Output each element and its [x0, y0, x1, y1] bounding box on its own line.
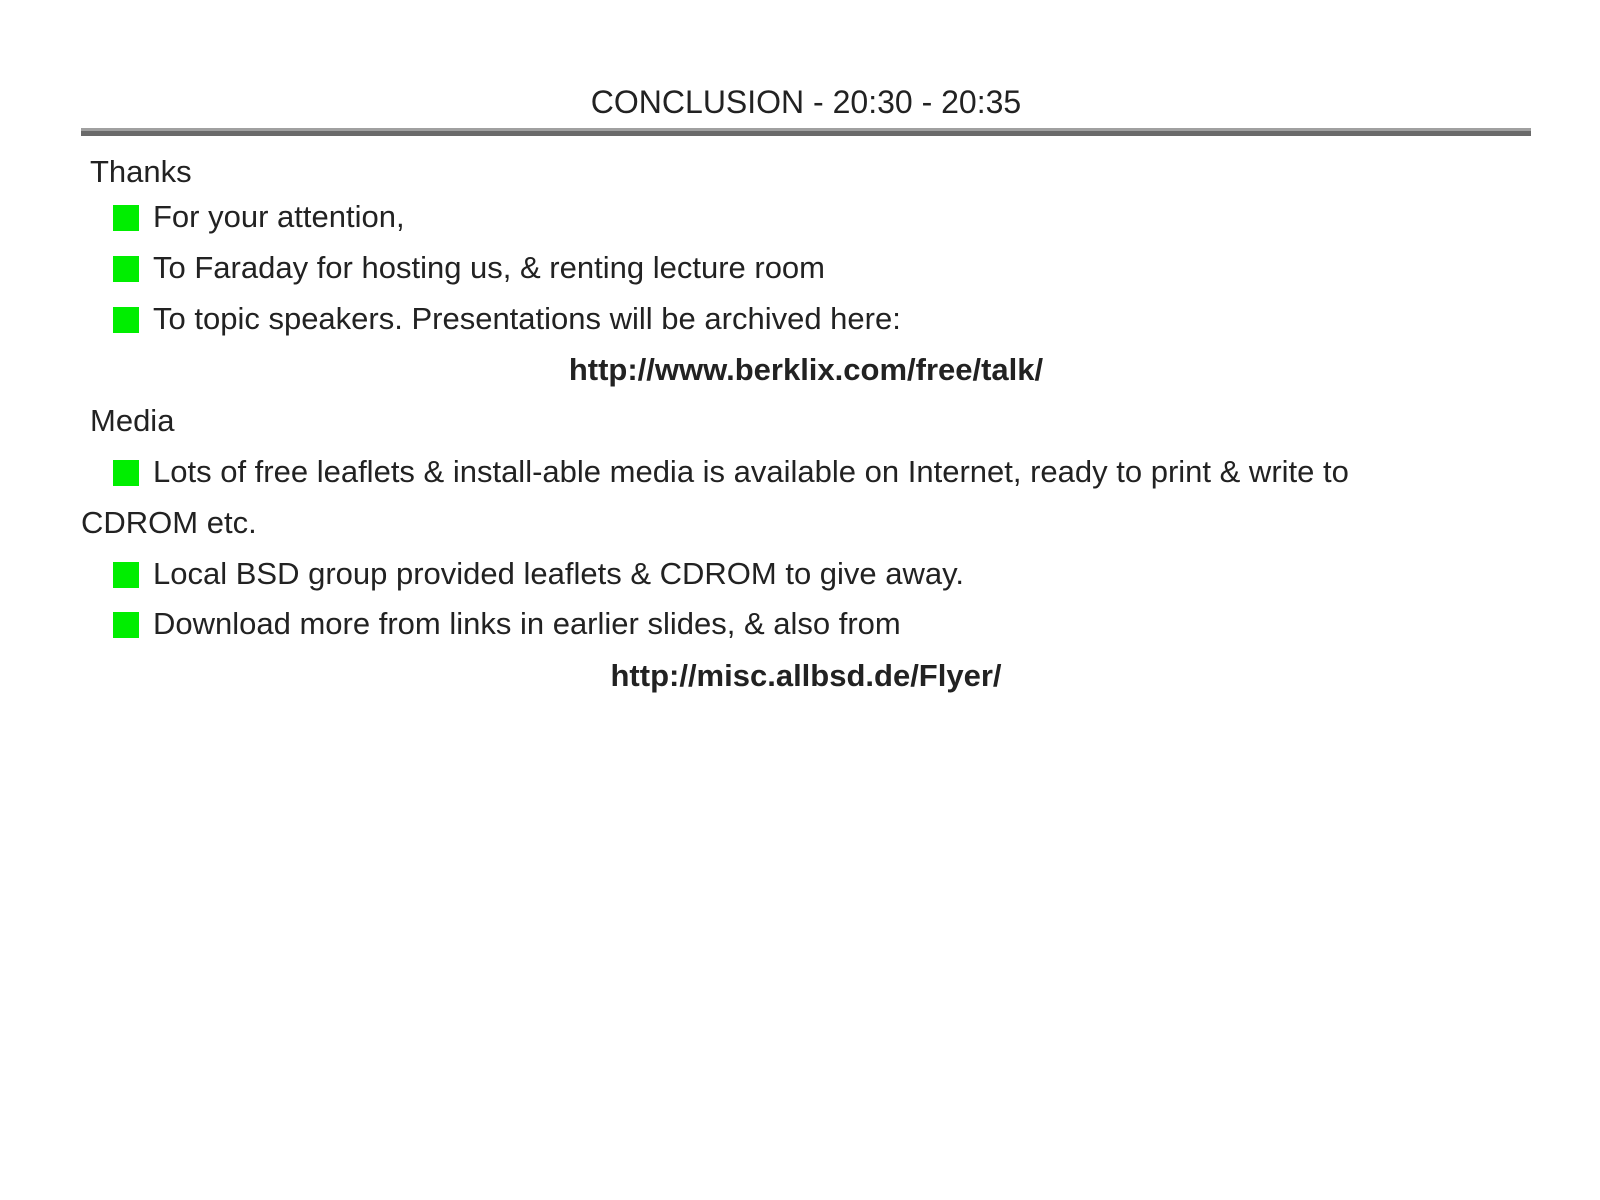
flyer-link[interactable]: http://misc.allbsd.de/Flyer/	[610, 658, 1002, 693]
bullet-text: To Faraday for hosting us, & renting lecture room	[153, 250, 825, 285]
archive-link[interactable]: http://www.berklix.com/free/talk/	[568, 352, 1044, 387]
bullet-text: For your attention,	[153, 199, 405, 234]
bullet-text-continuation: CDROM etc.	[81, 505, 257, 540]
square-bullet-icon	[113, 307, 139, 333]
square-bullet-icon	[113, 205, 139, 231]
bullet-text: Lots of free leaflets & install-able media is available on Internet, ready to print & write to	[153, 454, 1349, 489]
square-bullet-icon	[113, 562, 139, 588]
square-bullet-icon	[113, 256, 139, 282]
bullet-text: To topic speakers. Presentations will be archived here:	[153, 301, 901, 336]
bullet-text: Download more from links in earlier slides, & also from	[153, 606, 901, 641]
square-bullet-icon	[113, 460, 139, 486]
square-bullet-icon	[113, 612, 139, 638]
section-heading-media: Media	[90, 403, 175, 438]
title-divider-dark	[81, 131, 1531, 136]
slide-title: CONCLUSION - 20:30 - 20:35	[590, 84, 1022, 120]
bullet-text: Local BSD group provided leaflets & CDROM to give away.	[153, 556, 964, 591]
section-heading-thanks: Thanks	[90, 154, 192, 189]
